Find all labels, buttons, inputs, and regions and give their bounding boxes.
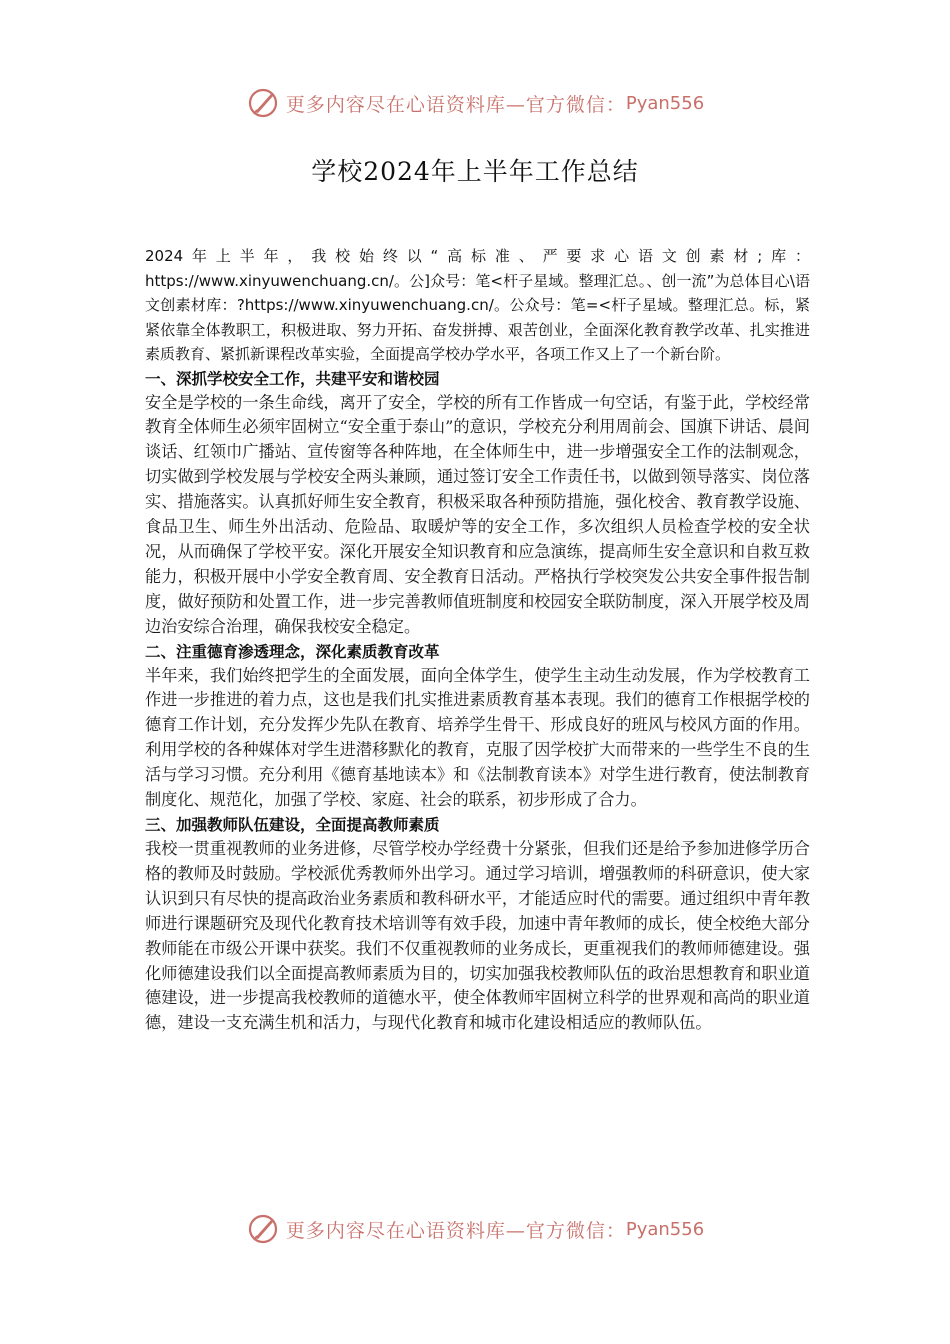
watermark-text: 更多内容尽在心语资料库—官方微信： [285,1219,626,1242]
quill-logo-icon [246,1212,280,1246]
section-heading: 一、深抓学校安全工作，共建平安和谐校园 [145,369,440,388]
watermark-wechat-id: Pyan556 [625,1218,705,1240]
document-title: 学校2024年上半年工作总结 [311,157,639,186]
section-paragraph: 半年来，我们始终把学生的全面发展，面向全体学生，使学生主动生动发展，作为学校教育工作进一步推进的着力点，这也是我们扎实推进素质教育基本表现。我们的德育工作根据学校的德育工作计划，充分发挥少先队在教育、培养学生骨干、形成良好的班风与校风方面的作用。利用学校的各种媒体对学生进潜移默化的教育，克服了因学校扩大而带来的一些学生不良的生活与学习习惯。充分利用《德育基地读本》和《法制教育读本》对学生进行教育，使法制教育制度化、规范化，加强了学校、家庭、社会的联系，初步形成了合力。 [145,665,810,810]
section-paragraph: 我校一贯重视教师的业务进修，尽管学校办学经费十分紧张，但我们还是给予参加进修学历合格的教师及时鼓励。学校派优秀教师外出学习。通过学习培训，增强教师的科研意识，使大家认识到只有尽快的提高政治业务素质和教科研水平，才能适应时代的需要。通过组织中青年教师进行课题研究及现代化教育技术培训等有效手段，加速中青年教师的成长，使全校绝大部分教师能在市级公开课中获奖。我们不仅重视教师的业务成长，更重视我们的教师师德建设。强化师德建设我们以全面提高教师素质为目的，切实加强我校教师队伍的政治思想教育和职业道德建设，进一步提高我校教师的道德水平，使全体教师牢固树立科学的世界观和高尚的职业道德，建设一支充满生机和活力，与现代化教育和城市化建设相适应的教师队伍。 [145,839,810,1033]
section-paragraph: 安全是学校的一条生命线，离开了安全，学校的所有工作皆成一句空话，有鉴于此，学校经常教育全体师生必须牢固树立“安全重于泰山”的意识，学校充分利用周前会、国旗下讲话、晨间谈话、红领巾广播站、宣传窗等各种阵地，在全体师生中，进一步增强安全工作的法制观念，切实做到学校发展与学校安全两头兼顾，通过签订安全工作责任书，以做到领导落实、岗位落实、措施落实。认真抓好师生安全教育，积极采取各种预防措施，强化校舍、教育教学设施、食品卫生、师生外出活动、危险品、取暖炉等的安全工作，多次组织人员检查学校的安全状况，从而确保了学校平安。深化开展安全知识教育和应急演练，提高师生安全意识和自救互救能力，积极开展中小学安全教育周、安全教育日活动。严格执行学校突发公共安全事件报告制度，做好预防和处置工作，进一步完善教师值班制度和校园安全联防制度，深入开展学校及周边治安综合治理，确保我校安全稳定。 [145,392,810,636]
watermark-banner-top [0,86,950,120]
watermark-text: 更多内容尽在心语资料库—官方微信： [285,93,626,116]
watermark-wechat-id: Pyan556 [625,92,705,114]
watermark-banner-bottom [0,1212,950,1246]
section-heading: 三、加强教师队伍建设，全面提高教师素质 [145,816,440,834]
intro-paragraph: 2024年上半年，我校始终以“高标准、严要求心语文创素材;库：https://www.xinyuwenchuang.cn/。公]众号：笔<杆子星域。整理汇总。、创一流”为总体目心\语文创素材库：?https://www.xinyuwenchuang.cn/。公众号：笔=<杆子星域。整理汇总。标，紧紧依靠全体教职工，积极进取、努力开拓、奋发拼搏、艰苦创业，全面深化教育教学改革、扎实推进素质教育、紧抓新课程改革实验，全面提高学校办学水平，各项工作又上了一个新台阶。 [145,247,810,363]
quill-logo-icon [246,86,280,120]
section-heading: 二、注重德育渗透理念，深化素质教育改革 [145,642,440,661]
document-body [145,244,810,1036]
